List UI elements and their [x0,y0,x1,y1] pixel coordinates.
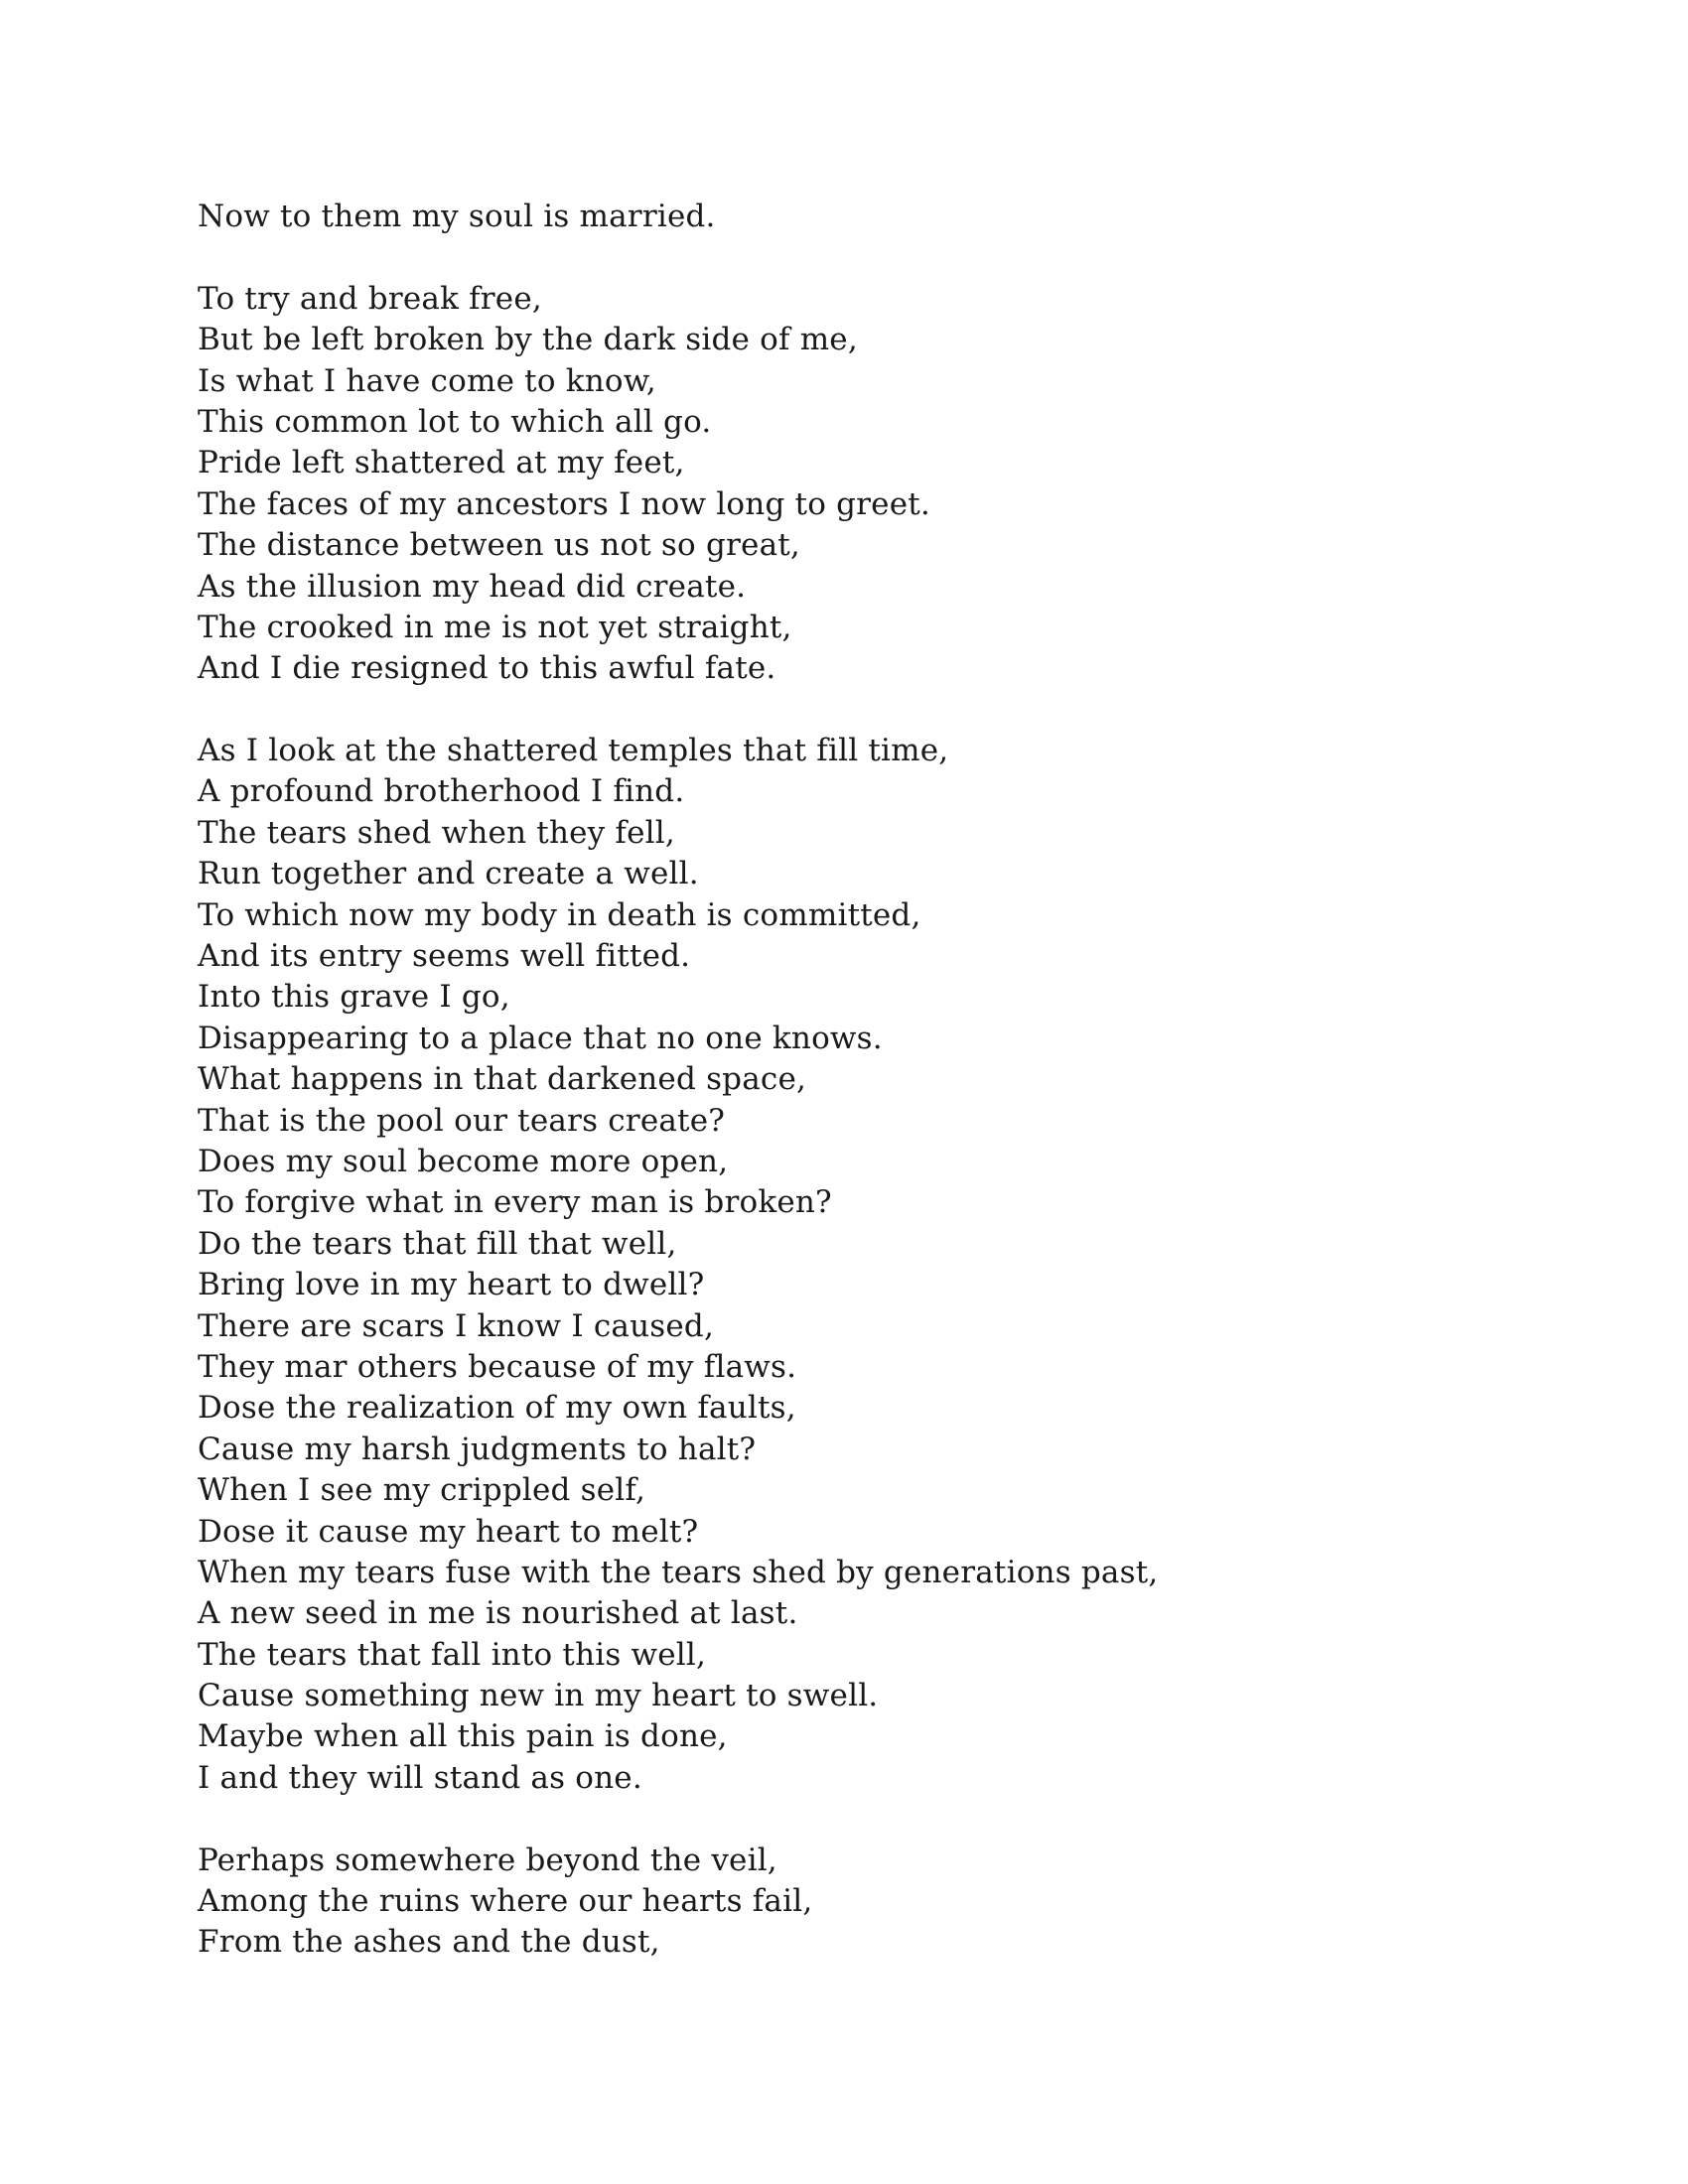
poem-line: As the illusion my head did create. [198,568,747,605]
poem-line: Is what I have come to know, [198,362,656,399]
poem-line: A new seed in me is nourished at last. [198,1595,798,1632]
poem-line: And its entry seems well fitted. [198,938,691,975]
poem-line: Bring love in my heart to dwell? [198,1267,705,1303]
stanza-3 [198,731,1488,1799]
poem-line: Disappearing to a place that no one knows. [198,1020,883,1056]
poem-line: There are scars I know I caused, [198,1307,715,1344]
poem-line: The tears shed when they fell, [198,814,675,851]
poem-line: They mar others because of my flaws. [198,1348,797,1385]
poem-line: This common lot to which all go. [198,403,712,440]
poem-line: Do the tears that fill that well, [198,1225,677,1262]
poem-line: The faces of my ancestors I now long to greet. [198,485,930,522]
poem-line: But be left broken by the dark side of me, [198,322,858,358]
poem-line: The crooked in me is not yet straight, [198,609,792,645]
poem-line: Does my soul become more open, [198,1143,729,1179]
poem-line: To try and break free, [198,280,542,317]
stanza-1 [198,197,1488,237]
poem-line: From the ashes and the dust, [198,1924,660,1961]
poem-line: When my tears fuse with the tears shed by generations past, [198,1554,1159,1590]
poem-line: And I die resigned to this awful fate. [198,650,776,687]
poem-line: When I see my crippled self, [198,1472,646,1509]
poem-line: Pride left shattered at my feet, [198,445,685,481]
poem-line: Dose it cause my heart to melt? [198,1513,699,1550]
poem-line: I and they will stand as one. [198,1759,642,1796]
stanza-2 [198,279,1488,690]
poem-line: As I look at the shattered temples that fill time, [198,733,949,769]
poem-line: To forgive what in every man is broken? [198,1184,832,1221]
poem-line: Into this grave I go, [198,979,510,1016]
poem-line: Run together and create a well. [198,856,699,892]
poem-line: The tears that fall into this well, [198,1636,707,1673]
poem-line: Perhaps somewhere beyond the veil, [198,1842,777,1878]
poem-line: Dose the realization of my own faults, [198,1390,796,1427]
poem-body [198,197,1488,1964]
poem-line: The distance between us not so great, [198,527,800,564]
poem-line: Maybe when all this pain is done, [198,1718,728,1755]
poem-line: That is the pool our tears create? [198,1102,726,1139]
poem-line: What happens in that darkened space, [198,1061,807,1098]
poem-line: Cause my harsh judgments to halt? [198,1431,757,1467]
poem-line: Now to them my soul is married. [198,199,716,234]
poem-line: To which now my body in death is committed, [198,896,921,933]
poem-line: Cause something new in my heart to swell. [198,1678,879,1714]
poem-line: Among the ruins where our hearts fail, [198,1883,813,1920]
stanza-4 [198,1841,1488,1964]
poem-line: A profound brotherhood I find. [198,773,685,810]
